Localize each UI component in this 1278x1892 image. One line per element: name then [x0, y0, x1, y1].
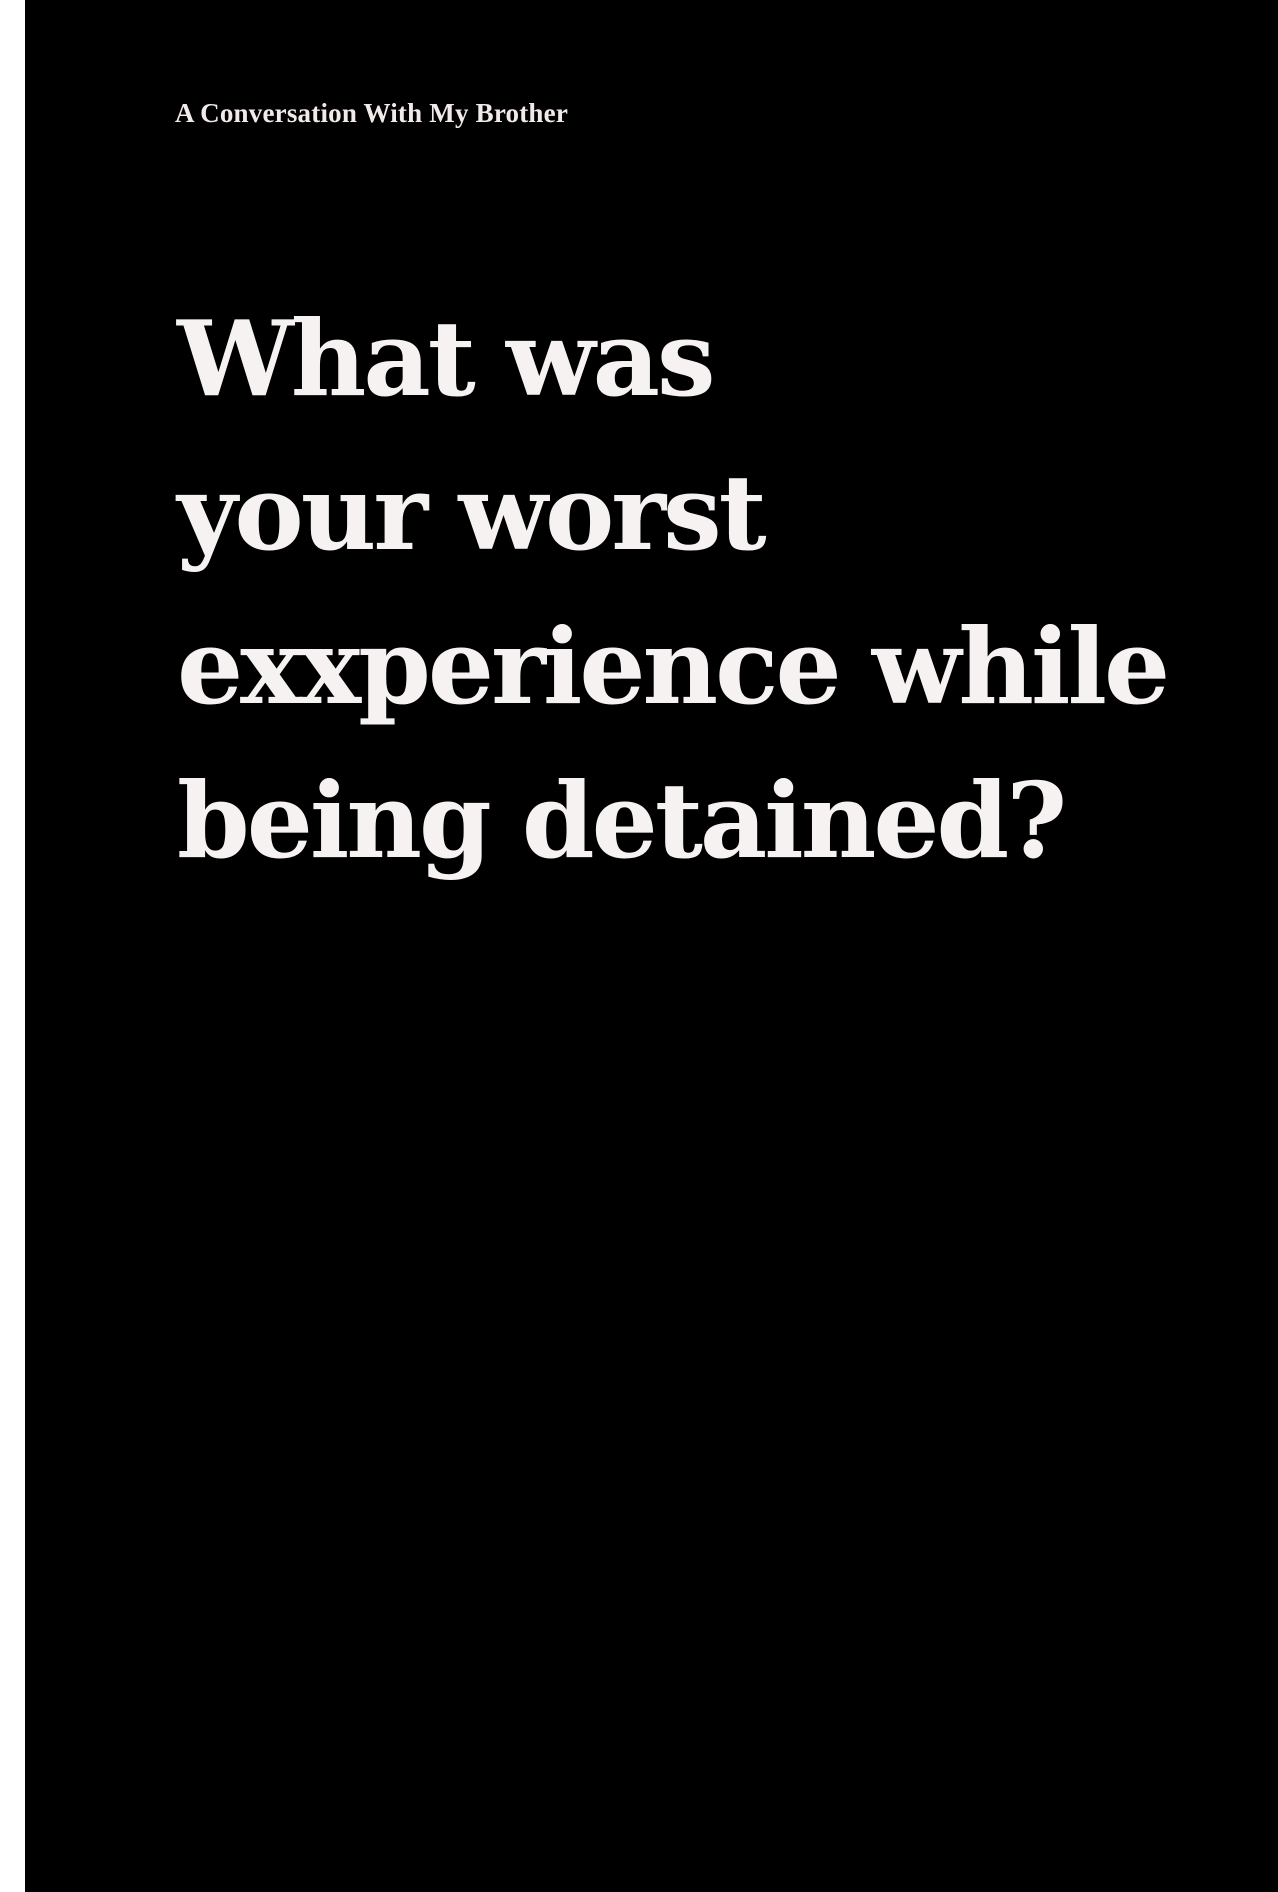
- question-line-3: exxperience while: [177, 605, 1168, 728]
- page: [25, 0, 1278, 1892]
- question-heading: [177, 282, 1177, 898]
- question-line-2: your worst: [177, 451, 764, 574]
- question-line-4: being detained?: [177, 759, 1065, 882]
- running-head: A Conversation With My Brother: [175, 98, 569, 128]
- question-line-1: What was: [177, 297, 713, 420]
